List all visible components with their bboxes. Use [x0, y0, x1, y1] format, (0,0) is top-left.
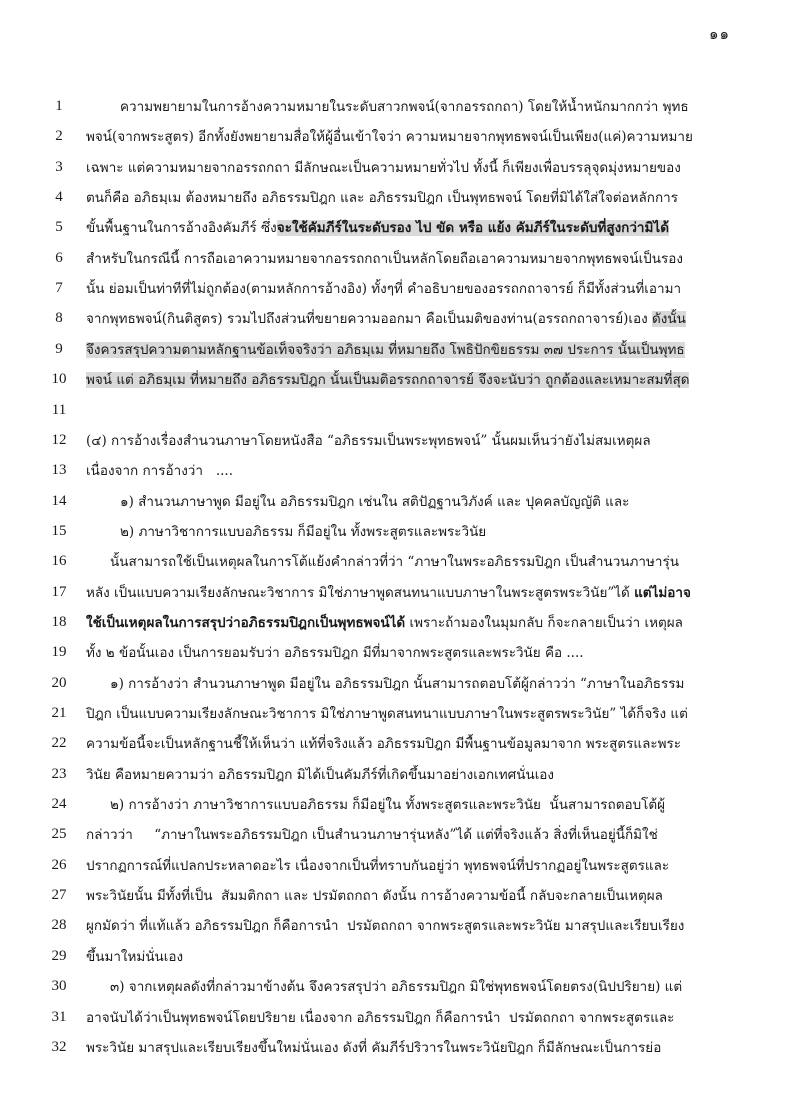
line-number: 2	[55, 128, 63, 145]
text-segment: ความข้อนี้จะเป็นหลักฐานชี้ให้เห็นว่า แท้ที่จริงแล้ว อภิธรรมปิฎก มีพื้นฐานข้อมูลมาจาก พระสูตรและพระ	[86, 736, 682, 753]
line-number: 27	[51, 887, 67, 904]
line-text	[86, 279, 700, 299]
highlighted-text: จะใช้คัมภีร์ในระดับรอง ไป ขัด หรือ แย้ง คัมภีร์ในระดับที่สูงกว่ามิได้	[276, 220, 669, 237]
line-text	[86, 370, 700, 390]
text-line	[0, 122, 786, 152]
line-number: 12	[51, 431, 67, 448]
text-segment: กล่าวว่า “ภาษาในพระอภิธรรมปิฎก เป็นสำนวนภาษารุ่นหลัง”ได้ แต่ที่จริงแล้ว สิ่งที่เห็นอยู่นี้ก็มิใช่	[86, 827, 658, 844]
text-segment: ตนก็คือ อภิธมฺเม ต้องหมายถึง อภิธรรมปิฎก และ อภิธรรมปิฎก เป็นพุทธพจน์ โดยที่มิได้ใส่ใจต่อหลักการ	[86, 190, 678, 207]
text-segment: ความพยายามในการอ้างความหมายในระดับสาวกพจน์(จากอรรถกถา) โดยให้น้ำหนักมากกว่า พุทธ	[120, 99, 689, 115]
line-number: 15	[51, 522, 67, 539]
line-number: 22	[51, 735, 67, 752]
text-segment: ปิฎก เป็นแบบความเรียงลักษณะวิชาการ มิใช่ภาษาพูดสนทนาแบบภาษาในพระสูตรพระวินัย” ได้ก็จริง แต่	[86, 706, 688, 722]
highlighted-text: จึงควรสรุปความตามหลักฐานข้อเท็จจริงว่า อภิธมฺเม ที่หมายถึง โพธิปักขิยธรรม ๓๗ ประการ นั้นเป็นพุทธ	[86, 341, 685, 358]
text-line	[0, 911, 786, 941]
text-segment: ผูกมัดว่า ที่แท้แล้ว อภิธรรมปิฎก ก็คือการนำ ปรมัตถกถา จากพระสูตรและพระวินัย มาสรุปและเรียบเรียง	[86, 918, 685, 935]
line-number: 1	[55, 98, 63, 114]
text-segment: จากพุทธพจน์(กินติสูตร) รวมไปถึงส่วนที่ขยายความออกมา คือเป็นมติของท่าน(อรรถกถาจารย์)เอง	[86, 311, 653, 328]
line-text	[86, 674, 700, 694]
line-number: 13	[51, 462, 67, 479]
text-line	[0, 760, 786, 790]
line-text	[86, 431, 700, 451]
line-number: 31	[51, 1008, 67, 1025]
line-text	[86, 97, 700, 117]
text-line	[0, 517, 786, 547]
line-text	[86, 734, 700, 754]
line-number: 28	[51, 917, 67, 934]
text-line	[0, 396, 786, 426]
text-line	[0, 1033, 786, 1063]
text-segment: ขั้นพื้นฐานในการอ้างอิงคัมภีร์ ซึ่ง	[86, 220, 277, 237]
text-segment: ๒) การอ้างว่า ภาษาวิชาการแบบอภิธรรม ก็มีอยู่ใน ทั้งพระสูตรและพระวินัย นั้นสามารถตอบโต้ผู้	[110, 797, 666, 814]
text-segment: เพราะถ้ามองในมุมกลับ ก็จะกลายเป็นว่า เหตุผล	[405, 614, 683, 631]
text-line	[0, 365, 786, 395]
line-number: 4	[55, 189, 63, 206]
text-line	[0, 820, 786, 850]
line-text	[86, 218, 700, 238]
text-segment: พจน์(จากพระสูตร) อีกทั้งยังพยายามสื่อให้ผู้อื่นเข้าใจว่า ความหมายจากพุทธพจน์เป็นเพียง(แค่)ความหมาย	[86, 129, 693, 146]
line-text	[86, 552, 700, 572]
line-number: 16	[51, 553, 67, 570]
line-text	[86, 583, 700, 603]
text-segment: เนื่องจาก การอ้างว่า ....	[86, 463, 233, 480]
text-line	[0, 213, 786, 243]
text-line	[0, 638, 786, 668]
text-line	[0, 456, 786, 486]
highlighted-text: พจน์ แต่ อภิธมฺเม ที่หมายถึง อภิธรรมปิฎก นั้นเป็นมติอรรถกถาจารย์ จึงจะนับว่า ถูกต้องและเหมาะสมที่สุด	[86, 372, 690, 389]
line-number: 24	[51, 796, 67, 813]
text-line	[0, 729, 786, 759]
text-line	[0, 790, 786, 820]
line-text	[86, 188, 700, 208]
line-number: 32	[51, 1038, 67, 1055]
text-segment: เฉพาะ แต่ความหมายจากอรรถกถา มีลักษณะเป็นความหมายทั่วไป ทั้งนี้ ก็เพียงเพื่อบรรลุจุดมุ่งหมายของ	[86, 159, 681, 176]
line-text	[86, 158, 700, 178]
text-line	[0, 942, 786, 972]
line-text	[86, 825, 700, 845]
line-number: 5	[55, 219, 63, 236]
text-line	[0, 274, 786, 304]
line-text	[86, 309, 700, 329]
line-text	[86, 643, 700, 663]
text-line	[0, 851, 786, 881]
text-segment: นั้น ย่อมเป็นท่าทีที่ไม่ถูกต้อง(ตามหลักการอ้างอิง) ทั้งๆที่ คำอธิบายของอรรถกถาจารย์ ก็มีทั้งส่วนที่เอามา	[86, 281, 682, 298]
line-text	[86, 492, 700, 512]
line-number: 19	[51, 644, 67, 661]
line-text	[86, 340, 700, 360]
bold-text: ใช้เป็นเหตุผลในการสรุปว่าอภิธรรมปิฎกเป็นพุทธพจน์ได้	[86, 614, 406, 631]
line-number: 21	[51, 705, 67, 721]
text-line	[0, 153, 786, 183]
text-line	[0, 669, 786, 699]
text-segment: ปรากฏการณ์ที่แปลกประหลาดอะไร เนื่องจากเป็นที่ทราบกันอยู่ว่า พุทธพจน์ที่ปรากฏอยู่ในพระสูตรและ	[86, 857, 670, 874]
text-line	[0, 183, 786, 213]
text-segment: ๑) สำนวนภาษาพูด มีอยู่ใน อภิธรรมปิฎก เช่นใน สติปัฏฐานวิภังค์ และ ปุคคลบัญญัติ และ	[120, 493, 630, 510]
text-segment: พระวินัย มาสรุปและเรียบเรียงขึ้นใหม่นั่นเอง ดังที่ คัมภีร์ปริวารในพระวินัยปิฎก ก็มีลักษณะเป็นการย่อ	[86, 1039, 662, 1056]
text-line	[0, 881, 786, 911]
line-text	[86, 249, 700, 269]
text-segment: สำหรับในกรณีนี้ การถือเอาความหมายจากอรรถกถาเป็นหลักโดยถือเอาความหมายจากพุทธพจน์เป็นรอง	[86, 250, 683, 267]
text-segment: อาจนับได้ว่าเป็นพุทธพจน์โดยปริยาย เนื่องจาก อภิธรรมปิฎก ก็คือการนำ ปรมัตถกถา จากพระสูตรและ	[86, 1009, 675, 1026]
line-text	[86, 704, 700, 724]
line-number: 6	[55, 249, 63, 266]
highlighted-text: ดังนั้น	[652, 311, 686, 328]
line-text	[86, 1008, 700, 1028]
line-number: 17	[51, 583, 67, 600]
text-line	[0, 335, 786, 365]
line-number: 29	[51, 947, 67, 964]
line-text	[86, 856, 700, 876]
line-text	[86, 1038, 700, 1058]
text-line	[0, 487, 786, 517]
text-line	[0, 578, 786, 608]
page-number: ๑๑	[708, 25, 730, 43]
text-segment: ขึ้นมาใหม่นั่นเอง	[86, 948, 184, 965]
text-segment: ๒) ภาษาวิชาการแบบอภิธรรม ก็มีอยู่ใน ทั้งพระสูตรและพระวินัย	[120, 523, 487, 540]
line-text	[86, 947, 700, 967]
line-number: 30	[51, 978, 67, 995]
line-number: 26	[51, 856, 67, 873]
bold-text: แต่ไม่อาจ	[634, 584, 691, 601]
text-line	[0, 608, 786, 638]
line-number: 10	[51, 371, 67, 388]
text-segment: (๔) การอ้างเรื่องสำนวนภาษาโดยหนังสือ “อภิธรรมเป็นพระพุทธพจน์” นั้นผมเห็นว่ายังไม่สมเหตุผล	[86, 432, 651, 449]
line-number: 8	[55, 310, 63, 327]
text-line	[0, 699, 786, 729]
text-segment: ๓) จากเหตุผลดังที่กล่าวมาข้างต้น จึงควรสรุปว่า อภิธรรมปิฎก มิใช่พุทธพจน์โดยตรง(นิปปริยาย) แต่	[110, 979, 683, 996]
text-segment: วินัย คือหมายความว่า อภิธรรมปิฎก มิได้เป็นคัมภีร์ที่เกิดขึ้นมาอย่างเอกเทศนั่นเอง	[86, 766, 555, 783]
line-number: 23	[51, 765, 67, 782]
line-number: 25	[51, 826, 67, 843]
text-line	[0, 972, 786, 1002]
line-text	[86, 765, 700, 785]
text-line	[0, 426, 786, 456]
text-line	[0, 1003, 786, 1033]
line-number: 20	[51, 674, 67, 691]
line-number: 3	[55, 158, 63, 175]
line-text	[86, 461, 700, 481]
line-text	[86, 916, 700, 936]
text-segment: ๑) การอ้างว่า สำนวนภาษาพูด มีอยู่ใน อภิธรรมปิฎก นั้นสามารถตอบโต้ผู้กล่าวว่า “ภาษาในอภิธรรม	[110, 675, 685, 692]
text-segment: หลัง เป็นแบบความเรียงลักษณะวิชาการ มิใช่ภาษาพูดสนทนาแบบภาษาในพระสูตรพระวินัย”ได้	[86, 584, 635, 601]
text-segment: ทั้ง ๒ ข้อนั้นเอง เป็นการยอมรับว่า อภิธรรมปิฎก มีที่มาจากพระสูตรและพระวินัย คือ ....	[86, 645, 584, 662]
line-number: 11	[51, 401, 67, 418]
line-text	[86, 613, 700, 633]
line-number: 9	[55, 340, 63, 357]
line-text	[86, 977, 700, 997]
line-number: 18	[51, 613, 67, 630]
line-text	[86, 795, 700, 815]
text-line	[0, 304, 786, 334]
text-line	[0, 244, 786, 274]
line-number: 14	[51, 492, 67, 509]
text-segment: นั้นสามารถใช้เป็นเหตุผลในการโต้แย้งคำกล่าวที่ว่า “ภาษาในพระอภิธรรมปิฎก เป็นสำนวนภาษารุ่น	[110, 554, 679, 571]
line-text	[86, 127, 700, 147]
text-segment: พระวินัยนั้น มีทั้งที่เป็น สัมมติกถา และ ปรมัตถกถา ดังนั้น การอ้างความข้อนี้ กลับจะกลายเป็นเหตุผล	[86, 888, 663, 905]
line-number: 7	[55, 280, 63, 297]
text-line	[0, 92, 786, 122]
line-text	[86, 886, 700, 906]
line-text	[86, 522, 700, 542]
text-line	[0, 547, 786, 577]
